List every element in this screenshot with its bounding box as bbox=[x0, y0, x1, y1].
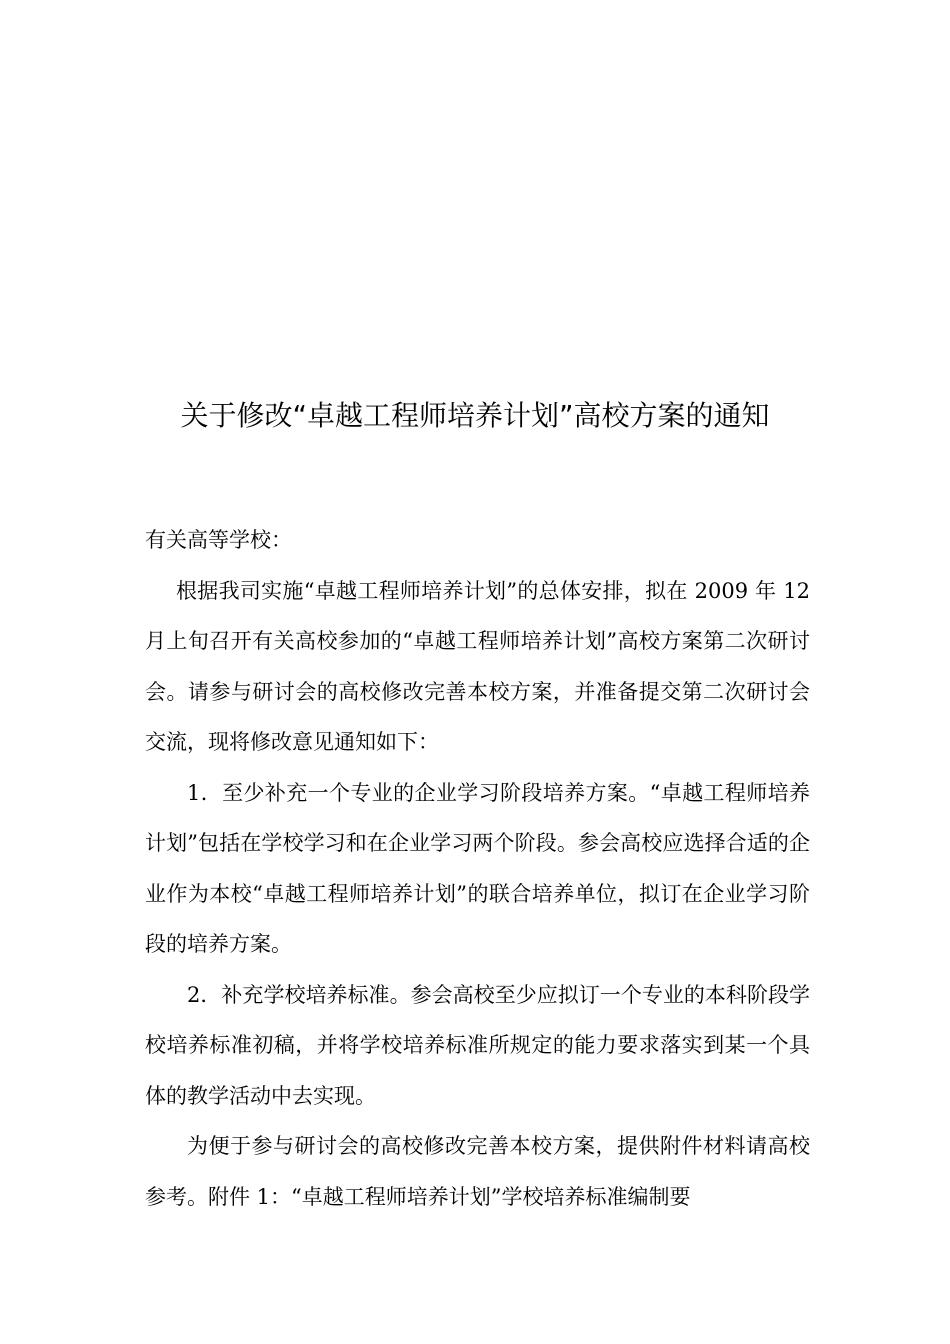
paragraph-item-2: 2．补充学校培养标准。参会高校至少应拟订一个专业的本科阶段学校培养标准初稿，并将学校培养标准所规定的能力要求落实到某一个具体的教学活动中去实现。 bbox=[145, 982, 810, 1108]
salutation: 有关高等学校： bbox=[145, 528, 292, 552]
document-title: 关于修改“卓越工程师培养计划”高校方案的通知 bbox=[180, 399, 770, 432]
paragraph-attachments: 为便于参与研讨会的高校修改完善本校方案，提供附件材料请高校参考。附件 1：“卓越工程师培养计划”学校培养标准编制要 bbox=[145, 1134, 810, 1209]
paragraph-item-1: 1．至少补充一个专业的企业学习阶段培养方案。“卓越工程师培养计划”包括在学校学习和在企业学习两个阶段。参会高校应选择合适的企业作为本校“卓越工程师培养计划”的联合培养单位，拟订在企业学习阶段的培养方案。 bbox=[145, 780, 810, 956]
paragraph-intro: 根据我司实施“卓越工程师培养计划”的总体安排，拟在 2009 年 12 月上旬召开有关高校参加的“卓越工程师培养计划”高校方案第二次研讨会。请参与研讨会的高校修改完善本校方案，并准备提交第二次研讨会交流，现将修改意见通知如下： bbox=[145, 578, 810, 754]
document-body bbox=[145, 515, 810, 1222]
